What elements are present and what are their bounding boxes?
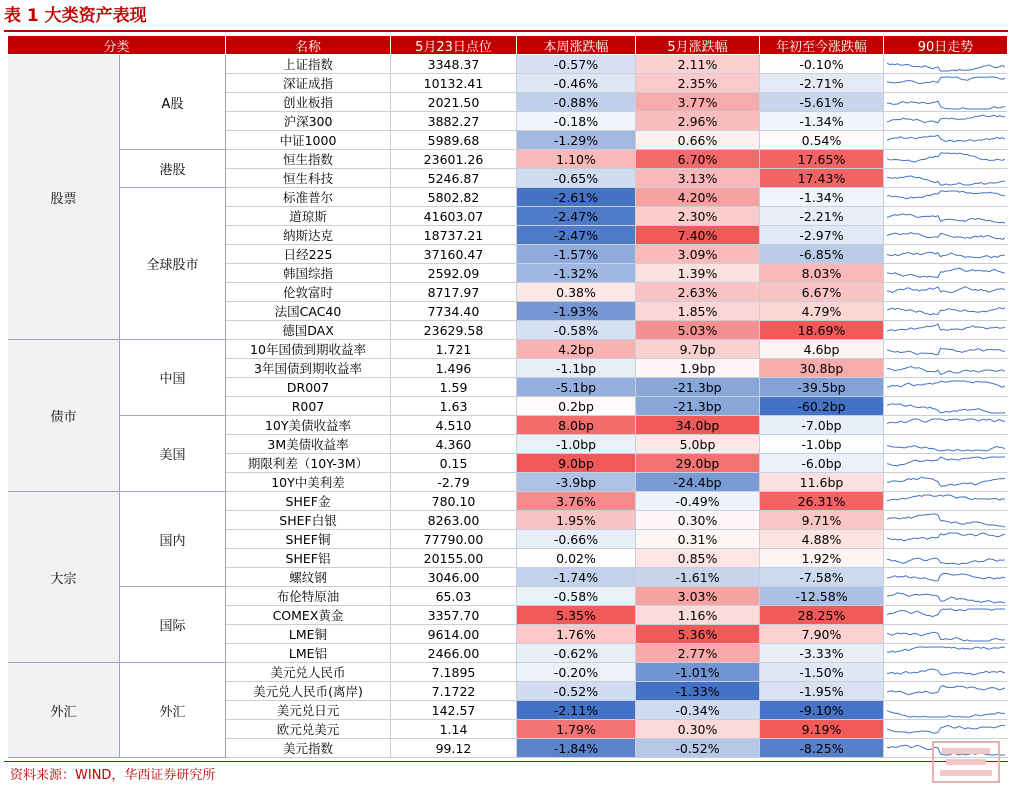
asset-level: 2466.00 xyxy=(391,644,517,663)
monthly-change: 4.20% xyxy=(636,188,760,207)
asset-name: DR007 xyxy=(226,378,391,397)
asset-level: 2021.50 xyxy=(391,93,517,112)
asset-level: 37160.47 xyxy=(391,245,517,264)
trend-sparkline xyxy=(884,321,1008,340)
asset-name: 上证指数 xyxy=(226,55,391,74)
trend-sparkline xyxy=(884,112,1008,131)
monthly-change: -24.4bp xyxy=(636,473,760,492)
trend-sparkline xyxy=(884,378,1008,397)
trend-sparkline xyxy=(884,55,1008,74)
column-header: 90日走势 xyxy=(884,36,1008,55)
asset-name: 10Y中美利差 xyxy=(226,473,391,492)
trend-sparkline xyxy=(884,549,1008,568)
category-group: 外汇 xyxy=(8,663,120,758)
asset-name: 德国DAX xyxy=(226,321,391,340)
asset-level: 20155.00 xyxy=(391,549,517,568)
asset-level: 1.63 xyxy=(391,397,517,416)
weekly-change: -1.57% xyxy=(517,245,636,264)
monthly-change: 3.09% xyxy=(636,245,760,264)
asset-name: 中证1000 xyxy=(226,131,391,150)
ytd-change: -7.0bp xyxy=(760,416,884,435)
weekly-change: -2.11% xyxy=(517,701,636,720)
column-header: 名称 xyxy=(226,36,391,55)
trend-sparkline xyxy=(884,454,1008,473)
asset-level: 8717.97 xyxy=(391,283,517,302)
ytd-change: 4.6bp xyxy=(760,340,884,359)
asset-level: 780.10 xyxy=(391,492,517,511)
monthly-change: 2.35% xyxy=(636,74,760,93)
asset-name: 美元兑人民币(离岸) xyxy=(226,682,391,701)
weekly-change: -1.1bp xyxy=(517,359,636,378)
asset-name: 纳斯达克 xyxy=(226,226,391,245)
ytd-change: -6.85% xyxy=(760,245,884,264)
ytd-change: -12.58% xyxy=(760,587,884,606)
trend-sparkline xyxy=(884,74,1008,93)
weekly-change: -0.20% xyxy=(517,663,636,682)
monthly-change: -0.34% xyxy=(636,701,760,720)
asset-name: 伦敦富时 xyxy=(226,283,391,302)
ytd-change: -5.61% xyxy=(760,93,884,112)
weekly-change: 4.2bp xyxy=(517,340,636,359)
ytd-change: -39.5bp xyxy=(760,378,884,397)
asset-name: 美元指数 xyxy=(226,739,391,758)
ytd-change: -3.33% xyxy=(760,644,884,663)
asset-level: 23601.26 xyxy=(391,150,517,169)
weekly-change: -3.9bp xyxy=(517,473,636,492)
asset-name: COMEX黄金 xyxy=(226,606,391,625)
title-divider xyxy=(4,30,1008,32)
trend-sparkline xyxy=(884,663,1008,682)
monthly-change: -21.3bp xyxy=(636,378,760,397)
asset-level: 8263.00 xyxy=(391,511,517,530)
trend-sparkline xyxy=(884,568,1008,587)
monthly-change: 9.7bp xyxy=(636,340,760,359)
ytd-change: 1.92% xyxy=(760,549,884,568)
asset-name: 欧元兑美元 xyxy=(226,720,391,739)
weekly-change: -0.62% xyxy=(517,644,636,663)
asset-name: 3年国债到期收益率 xyxy=(226,359,391,378)
trend-sparkline xyxy=(884,492,1008,511)
monthly-change: -0.52% xyxy=(636,739,760,758)
trend-sparkline xyxy=(884,169,1008,188)
column-header: 年初至今涨跌幅 xyxy=(760,36,884,55)
asset-level: 10132.41 xyxy=(391,74,517,93)
monthly-change: 7.40% xyxy=(636,226,760,245)
ytd-change: -7.58% xyxy=(760,568,884,587)
ytd-change: 11.6bp xyxy=(760,473,884,492)
ytd-change: 6.67% xyxy=(760,283,884,302)
column-header: 分类 xyxy=(8,36,226,55)
asset-level: 2592.09 xyxy=(391,264,517,283)
ytd-change: 9.71% xyxy=(760,511,884,530)
weekly-change: -0.57% xyxy=(517,55,636,74)
column-header: 本周涨跌幅 xyxy=(517,36,636,55)
asset-level: 5246.87 xyxy=(391,169,517,188)
trend-sparkline xyxy=(884,264,1008,283)
weekly-change: -2.47% xyxy=(517,207,636,226)
asset-level: 5989.68 xyxy=(391,131,517,150)
trend-sparkline xyxy=(884,416,1008,435)
monthly-change: -1.61% xyxy=(636,568,760,587)
ytd-change: -1.34% xyxy=(760,112,884,131)
asset-level: 7.1895 xyxy=(391,663,517,682)
monthly-change: 0.31% xyxy=(636,530,760,549)
trend-sparkline xyxy=(884,245,1008,264)
weekly-change: 0.2bp xyxy=(517,397,636,416)
ytd-change: 18.69% xyxy=(760,321,884,340)
asset-name: 沪深300 xyxy=(226,112,391,131)
ytd-change: -60.2bp xyxy=(760,397,884,416)
asset-level: 4.360 xyxy=(391,435,517,454)
asset-level: 5802.82 xyxy=(391,188,517,207)
asset-name: 布伦特原油 xyxy=(226,587,391,606)
trend-sparkline xyxy=(884,435,1008,454)
weekly-change: -2.61% xyxy=(517,188,636,207)
watermark-logo xyxy=(932,741,1000,783)
weekly-change: 5.35% xyxy=(517,606,636,625)
monthly-change: 3.03% xyxy=(636,587,760,606)
trend-sparkline xyxy=(884,207,1008,226)
weekly-change: -2.47% xyxy=(517,226,636,245)
ytd-change: -2.71% xyxy=(760,74,884,93)
monthly-change: -1.33% xyxy=(636,682,760,701)
weekly-change: -1.93% xyxy=(517,302,636,321)
weekly-change: 9.0bp xyxy=(517,454,636,473)
trend-sparkline xyxy=(884,720,1008,739)
asset-name: 韩国综指 xyxy=(226,264,391,283)
monthly-change: 5.36% xyxy=(636,625,760,644)
asset-name: R007 xyxy=(226,397,391,416)
ytd-change: 7.90% xyxy=(760,625,884,644)
monthly-change: 0.30% xyxy=(636,511,760,530)
asset-level: 1.496 xyxy=(391,359,517,378)
asset-name: 深证成指 xyxy=(226,74,391,93)
asset-level: 18737.21 xyxy=(391,226,517,245)
asset-name: 恒生科技 xyxy=(226,169,391,188)
subcategory-group: 美国 xyxy=(120,416,226,492)
monthly-change: 2.11% xyxy=(636,55,760,74)
asset-performance-table xyxy=(8,36,1008,759)
ytd-change: -1.95% xyxy=(760,682,884,701)
ytd-change: 17.43% xyxy=(760,169,884,188)
weekly-change: -0.58% xyxy=(517,587,636,606)
weekly-change: -1.29% xyxy=(517,131,636,150)
weekly-change: 0.02% xyxy=(517,549,636,568)
subcategory-group: 中国 xyxy=(120,340,226,416)
asset-name: LME铜 xyxy=(226,625,391,644)
monthly-change: 5.0bp xyxy=(636,435,760,454)
weekly-change: -0.58% xyxy=(517,321,636,340)
trend-sparkline xyxy=(884,625,1008,644)
weekly-change: -1.32% xyxy=(517,264,636,283)
asset-level: 1.721 xyxy=(391,340,517,359)
trend-sparkline xyxy=(884,226,1008,245)
asset-level: 3882.27 xyxy=(391,112,517,131)
weekly-change: -1.84% xyxy=(517,739,636,758)
asset-level: 0.15 xyxy=(391,454,517,473)
asset-name: SHEF铜 xyxy=(226,530,391,549)
asset-level: 23629.58 xyxy=(391,321,517,340)
weekly-change: -0.66% xyxy=(517,530,636,549)
monthly-change: 2.30% xyxy=(636,207,760,226)
trend-sparkline xyxy=(884,283,1008,302)
category-group: 大宗 xyxy=(8,492,120,663)
weekly-change: -1.0bp xyxy=(517,435,636,454)
asset-name: SHEF白银 xyxy=(226,511,391,530)
monthly-change: 1.85% xyxy=(636,302,760,321)
ytd-change: 4.88% xyxy=(760,530,884,549)
ytd-change: 9.19% xyxy=(760,720,884,739)
source-note: 资料来源：WIND，华西证券研究所 xyxy=(10,768,216,783)
trend-sparkline xyxy=(884,188,1008,207)
asset-level: 77790.00 xyxy=(391,530,517,549)
asset-name: 3M美债收益率 xyxy=(226,435,391,454)
trend-sparkline xyxy=(884,150,1008,169)
trend-sparkline xyxy=(884,587,1008,606)
ytd-change: -6.0bp xyxy=(760,454,884,473)
monthly-change: 34.0bp xyxy=(636,416,760,435)
table-title: 表 1 大类资产表现 xyxy=(4,6,147,26)
monthly-change: 2.77% xyxy=(636,644,760,663)
weekly-change: 1.79% xyxy=(517,720,636,739)
asset-name: 标准普尔 xyxy=(226,188,391,207)
asset-name: 10年国债到期收益率 xyxy=(226,340,391,359)
trend-sparkline xyxy=(884,682,1008,701)
weekly-change: 1.95% xyxy=(517,511,636,530)
ytd-change: 0.54% xyxy=(760,131,884,150)
asset-level: 65.03 xyxy=(391,587,517,606)
asset-name: 美元兑日元 xyxy=(226,701,391,720)
asset-name: 10Y美债收益率 xyxy=(226,416,391,435)
weekly-change: -0.65% xyxy=(517,169,636,188)
weekly-change: -0.46% xyxy=(517,74,636,93)
ytd-change: -1.34% xyxy=(760,188,884,207)
ytd-change: 4.79% xyxy=(760,302,884,321)
weekly-change: 8.0bp xyxy=(517,416,636,435)
asset-level: 3348.37 xyxy=(391,55,517,74)
weekly-change: -0.88% xyxy=(517,93,636,112)
ytd-change: 30.8bp xyxy=(760,359,884,378)
weekly-change: -0.52% xyxy=(517,682,636,701)
asset-level: 7734.40 xyxy=(391,302,517,321)
subcategory-group: 国内 xyxy=(120,492,226,587)
asset-name: SHEF铝 xyxy=(226,549,391,568)
weekly-change: -0.18% xyxy=(517,112,636,131)
monthly-change: -1.01% xyxy=(636,663,760,682)
monthly-change: 5.03% xyxy=(636,321,760,340)
ytd-change: -1.50% xyxy=(760,663,884,682)
ytd-change: -2.21% xyxy=(760,207,884,226)
trend-sparkline xyxy=(884,359,1008,378)
weekly-change: 1.76% xyxy=(517,625,636,644)
monthly-change: -21.3bp xyxy=(636,397,760,416)
monthly-change: 0.85% xyxy=(636,549,760,568)
asset-name: 法国CAC40 xyxy=(226,302,391,321)
trend-sparkline xyxy=(884,701,1008,720)
monthly-change: 1.39% xyxy=(636,264,760,283)
ytd-change: -1.0bp xyxy=(760,435,884,454)
monthly-change: 1.16% xyxy=(636,606,760,625)
trend-sparkline xyxy=(884,340,1008,359)
asset-level: 9614.00 xyxy=(391,625,517,644)
asset-level: 1.59 xyxy=(391,378,517,397)
monthly-change: 29.0bp xyxy=(636,454,760,473)
subcategory-group: 港股 xyxy=(120,150,226,188)
ytd-change: -0.10% xyxy=(760,55,884,74)
ytd-change: 26.31% xyxy=(760,492,884,511)
asset-name: 道琼斯 xyxy=(226,207,391,226)
weekly-change: 1.10% xyxy=(517,150,636,169)
category-group: 股票 xyxy=(8,55,120,340)
monthly-change: 3.13% xyxy=(636,169,760,188)
subcategory-group: A股 xyxy=(120,55,226,150)
weekly-change: 3.76% xyxy=(517,492,636,511)
ytd-change: 17.65% xyxy=(760,150,884,169)
monthly-change: 0.66% xyxy=(636,131,760,150)
trend-sparkline xyxy=(884,473,1008,492)
trend-sparkline xyxy=(884,644,1008,663)
asset-level: 3046.00 xyxy=(391,568,517,587)
trend-sparkline xyxy=(884,131,1008,150)
monthly-change: 0.30% xyxy=(636,720,760,739)
asset-level: 142.57 xyxy=(391,701,517,720)
column-header: 5月涨跌幅 xyxy=(636,36,760,55)
asset-level: 3357.70 xyxy=(391,606,517,625)
trend-sparkline xyxy=(884,397,1008,416)
subcategory-group: 全球股市 xyxy=(120,188,226,340)
ytd-change: -9.10% xyxy=(760,701,884,720)
asset-level: 99.12 xyxy=(391,739,517,758)
monthly-change: 1.9bp xyxy=(636,359,760,378)
trend-sparkline xyxy=(884,93,1008,112)
weekly-change: -1.74% xyxy=(517,568,636,587)
monthly-change: 6.70% xyxy=(636,150,760,169)
monthly-change: 3.77% xyxy=(636,93,760,112)
ytd-change: 28.25% xyxy=(760,606,884,625)
asset-level: -2.79 xyxy=(391,473,517,492)
ytd-change: 8.03% xyxy=(760,264,884,283)
asset-name: 日经225 xyxy=(226,245,391,264)
asset-level: 7.1722 xyxy=(391,682,517,701)
column-header: 5月23日点位 xyxy=(391,36,517,55)
asset-name: 恒生指数 xyxy=(226,150,391,169)
asset-name: 美元兑人民币 xyxy=(226,663,391,682)
footer-divider xyxy=(4,761,1008,762)
category-group: 债市 xyxy=(8,340,120,492)
asset-level: 4.510 xyxy=(391,416,517,435)
asset-name: 创业板指 xyxy=(226,93,391,112)
weekly-change: 0.38% xyxy=(517,283,636,302)
subcategory-group: 国际 xyxy=(120,587,226,663)
monthly-change: -0.49% xyxy=(636,492,760,511)
weekly-change: -5.1bp xyxy=(517,378,636,397)
asset-name: SHEF金 xyxy=(226,492,391,511)
asset-level: 1.14 xyxy=(391,720,517,739)
monthly-change: 2.96% xyxy=(636,112,760,131)
asset-name: 期限利差（10Y-3M） xyxy=(226,454,391,473)
asset-name: 螺纹钢 xyxy=(226,568,391,587)
trend-sparkline xyxy=(884,302,1008,321)
ytd-change: -8.25% xyxy=(760,739,884,758)
asset-level: 41603.07 xyxy=(391,207,517,226)
ytd-change: -2.97% xyxy=(760,226,884,245)
asset-name: LME铝 xyxy=(226,644,391,663)
monthly-change: 2.63% xyxy=(636,283,760,302)
trend-sparkline xyxy=(884,530,1008,549)
subcategory-group: 外汇 xyxy=(120,663,226,758)
trend-sparkline xyxy=(884,606,1008,625)
trend-sparkline xyxy=(884,511,1008,530)
